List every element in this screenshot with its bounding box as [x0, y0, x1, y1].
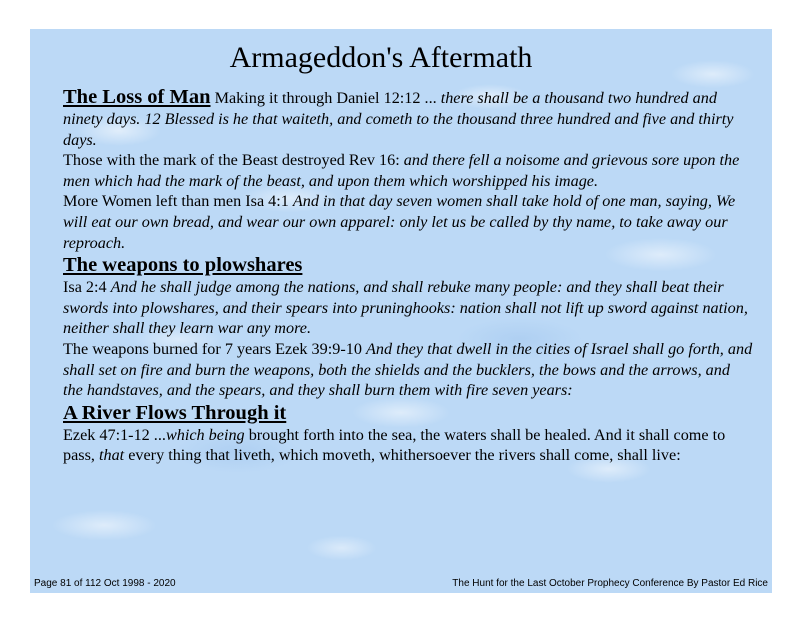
paragraph-rev16	[63, 150, 753, 191]
quote-ezek39: And they that dwell in the cities of Israel shall go forth, and shall set on fire and burn the weapons, both the shields and the bucklers, the bows and the arrows, and the handstaves, and the spears, and they shall burn them with fire seven years:	[63, 339, 753, 400]
ezek47-part-b: which being	[165, 425, 245, 444]
footer-page-info: Page 81 of 112 Oct 1998 - 2020	[34, 578, 176, 589]
reference-isa4: More Women left than men Isa 4:1	[63, 192, 293, 211]
ezek47-part-e: every thing that liveth, which moveth, whithersoever the rivers shall come, shall live:	[124, 446, 681, 465]
reference-daniel: Making it through Daniel 12:12 ...	[210, 89, 441, 107]
quote-isa4: And in that day seven women shall take hold of one man, saying, We will eat our own bread, and wear our own apparel: only let us be called by thy name, to take away our reproach.	[63, 192, 736, 252]
ezek47-part-c: brought forth into the sea, the waters shall be healed. And it shall come to pass,	[63, 425, 726, 465]
quote-rev16: and there fell a noisome and grievous sore upon the men which had the mark of the beast, and upon them which worshipped his image.	[63, 151, 740, 190]
heading-row-weapons	[63, 253, 753, 277]
footer-conference-credit: The Hunt for the Last October Prophecy Conference By Pastor Ed Rice	[452, 578, 768, 589]
reference-ezek39: The weapons burned for 7 years Ezek 39:9-10	[63, 339, 366, 358]
paragraph-daniel	[63, 85, 753, 150]
paragraph-ezek47	[63, 425, 753, 466]
reference-rev16: Those with the mark of the Beast destroyed Rev 16:	[63, 151, 404, 170]
slide-title: Armageddon's Aftermath	[229, 41, 533, 74]
reference-isa2: Isa 2:4	[63, 278, 111, 297]
quote-isa2: And he shall judge among the nations, and shall rebuke many people: and they shall beat their swords into plowshares, and their spears into pruninghooks: nation shall not lift up sword against nation, neither shall they learn war any more.	[63, 278, 748, 338]
slide-body	[63, 85, 753, 466]
heading-weapons-to-plowshares: The weapons to plowshares	[63, 254, 303, 277]
paragraph-isa2	[63, 277, 753, 339]
paragraph-isa4	[63, 191, 753, 253]
heading-river-flows: A River Flows Through it	[63, 401, 287, 424]
heading-row-river	[63, 401, 753, 425]
slide	[30, 29, 772, 593]
ezek47-part-a: Ezek 47:1-12 ...	[63, 425, 166, 444]
quote-daniel: there shall be a thousand two hundred and ninety days. 12 Blessed is he that waiteth, and cometh to the thousand three hundred and five and thirty days.	[63, 89, 734, 149]
ezek47-part-d: that	[98, 446, 125, 465]
heading-loss-of-man: The Loss of Man	[63, 86, 211, 108]
paragraph-ezek39	[63, 339, 753, 401]
